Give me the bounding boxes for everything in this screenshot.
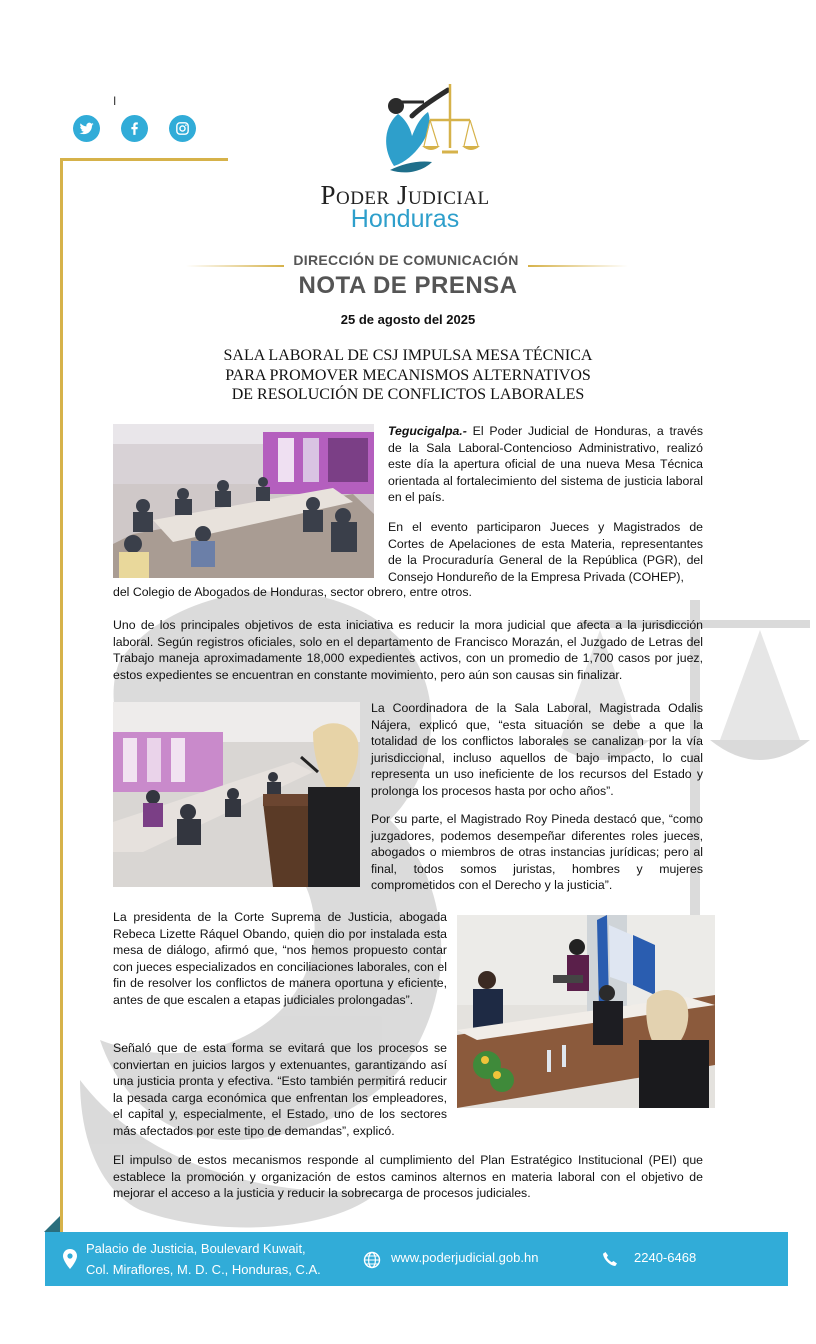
footer-contact-bar [45, 1232, 788, 1286]
page-marker: I [113, 94, 117, 108]
instagram-icon [174, 120, 191, 137]
paragraph-intro [388, 423, 703, 506]
paragraph-strategic-plan: El impulso de estos mecanismos responde al cumplimiento del Plan Estratégico Institucional (PEI) que establece la promoción y organización de estos caminos alternos en materia laboral con el objetivo de mejorar el acceso a la justicia y reducir la sobrecarga de procesos judiciales. [113, 1153, 703, 1200]
phone-icon [602, 1251, 618, 1267]
department-title: DIRECCIÓN DE COMUNICACIÓN [293, 252, 519, 268]
org-name: Poder Judicial [320, 180, 490, 210]
department-rule-right [528, 265, 628, 267]
facebook-link[interactable] [121, 115, 148, 142]
department-rule-left [186, 265, 284, 267]
dateline-location: Tegucigalpa.- [388, 424, 467, 438]
globe-icon [363, 1251, 381, 1269]
twitter-bird-icon [78, 120, 95, 137]
headline-line: DE RESOLUCIÓN DE CONFLICTOS LABORALES [231, 386, 585, 403]
meeting-photo-2 [113, 702, 360, 887]
website-link[interactable]: www.poderjudicial.gob.hn [391, 1250, 539, 1265]
headline-line: PARA PROMOVER MECANISMOS ALTERNATIVOS [225, 366, 591, 384]
headline [150, 346, 666, 405]
org-country: Honduras [350, 205, 460, 233]
twitter-link[interactable] [73, 115, 100, 142]
paragraph-participants-cont: del Colegio de Abogados de Honduras, sector obrero, entre otros. [113, 585, 472, 599]
phone-number[interactable]: 2240-6468 [634, 1250, 697, 1265]
release-date: 25 de agosto del 2025 [340, 312, 476, 327]
address-line: Col. Miraflores, M. D. C., Honduras, C.A. [86, 1262, 321, 1277]
paragraph-intro-text: El Poder Judicial de Honduras, a través de la Sala Laboral-Contencioso Administrativo, realizó este día la apertura oficial de una nueva Mesa Técnica orientada al fortalecimiento del sistema de justicia laboral en el país. [388, 424, 703, 504]
footer-address [86, 1238, 321, 1280]
frame-top-rule [60, 158, 228, 161]
address-line: Palacio de Justicia, Boulevard Kuwait, [86, 1241, 306, 1256]
justice-logo-icon [362, 78, 482, 186]
instagram-link[interactable] [169, 115, 196, 142]
location-pin-icon [63, 1249, 77, 1269]
paragraph-objectives: Uno de los principales objetivos de esta iniciativa es reducir la mora judicial que afecta a la jurisdicción laboral. Según registros oficiales, solo en el departamento de Francisco Morazán, el Juzgado de Letras del Trabajo maneja aproximadamente 18,000 expedientes activos, con un promedio de 1,700 casos por juez, estos expedientes se encuentran en constante movimiento, pero aún son causas sin finalizar. [113, 618, 703, 682]
meeting-photo-1 [113, 424, 374, 578]
frame-left-rule [60, 158, 63, 1232]
corner-accent [44, 1216, 60, 1232]
paragraph-magistrate: Por su parte, el Magistrado Roy Pineda destacó que, “como juzgadores, podemos desempeñar diferentes roles jueces, abogados o miembros de otras instancias jurídicas; pero al final, todos somos juristas, hombres y mujeres comprometidos con el Derecho y la justicia”. [371, 812, 703, 892]
paragraph-participants: En el evento participaron Jueces y Magistrados de Cortes de Apelaciones de esta Materia, representantes de la Procuraduría General de la República (PGR), del Consejo Hondureño de la Empresa Privada (COHEP), [388, 520, 703, 584]
headline-line: SALA LABORAL DE CSJ IMPULSA MESA TÉCNICA [223, 347, 593, 364]
meeting-photo-3 [457, 915, 715, 1108]
paragraph-president: La presidenta de la Corte Suprema de Justicia, abogada Rebeca Lizette Ráquel Obando, quien dio por instalada esta mesa de diálogo, afirmó que, “nos hemos propuesto contar con jueces especializados en conciliaciones laborales, con el fin de resolver los conflictos de manera oportuna y eficiente, antes de que escalen a etapas judiciales prolongadas”. [113, 910, 447, 1007]
document-type: NOTA DE PRENSA [298, 272, 518, 299]
facebook-icon [126, 120, 143, 137]
paragraph-coordinator: La Coordinadora de la Sala Laboral, Magistrada Odalis Nájera, explicó que, “esta situación se debe a que la totalidad de los conflictos laborales se canalizan por la vía jurisdiccional, incluso aquellos de bajo impacto, lo cual representa un uso ineficiente de los recursos del Estado y prolonga los procesos hasta por ocho años”. [371, 701, 703, 798]
paragraph-statement: Señaló que de esta forma se evitará que los procesos se conviertan en juicios largos y extenuantes, garantizando así una justicia pronta y efectiva. “Esto también permitirá reducir la pesada carga económica que enfrentan los empleadores, el capital y, especialmente, el Estado, uno de los sectores más afectados por este tipo de demandas”, explicó. [113, 1041, 447, 1138]
